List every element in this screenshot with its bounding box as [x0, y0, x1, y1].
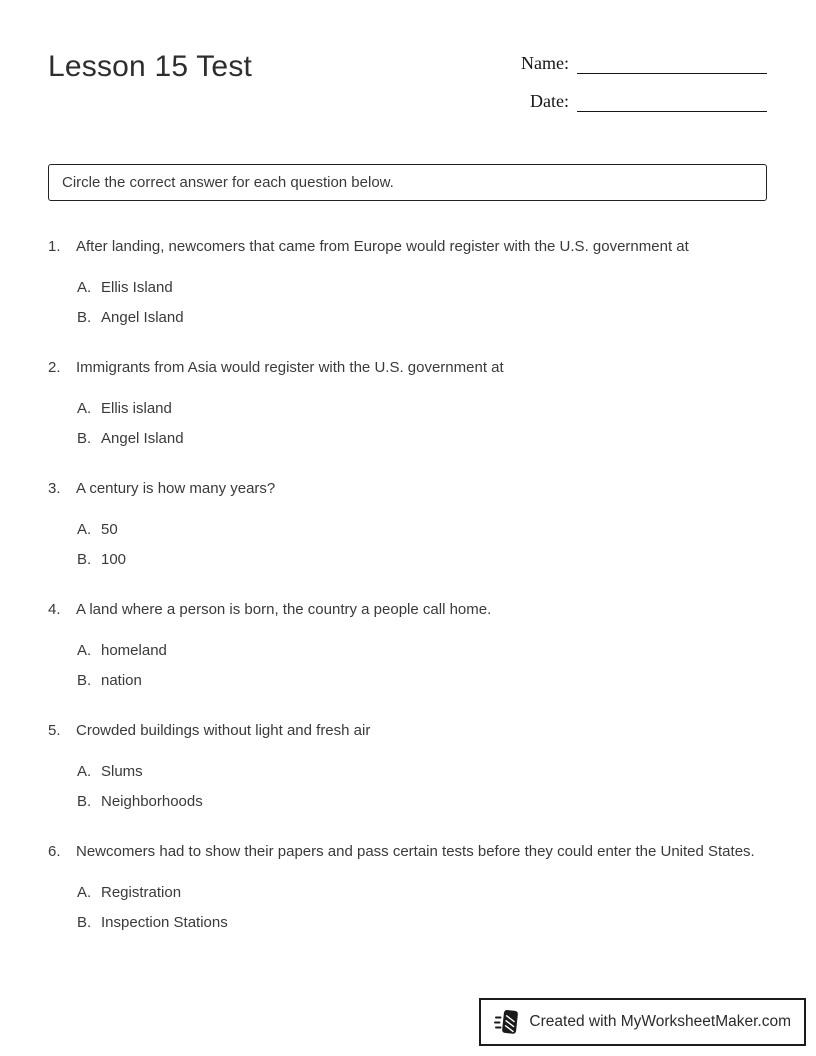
option-text: Inspection Stations	[101, 914, 228, 931]
answer-option	[77, 550, 767, 570]
question-number: 3.	[48, 480, 61, 497]
options-list	[77, 278, 767, 328]
option-text: Registration	[101, 884, 182, 901]
options-list	[77, 399, 767, 449]
question-list	[48, 237, 767, 933]
option-text: Ellis island	[101, 400, 172, 417]
question-item-5	[48, 721, 767, 812]
option-letter: A.	[77, 521, 92, 538]
question-number: 1.	[48, 238, 61, 255]
question-text: After landing, newcomers that came from Europe would register with the U.S. government at	[76, 238, 689, 255]
options-list	[77, 520, 767, 570]
option-letter: B.	[77, 793, 92, 810]
option-letter: A.	[77, 279, 92, 296]
answer-option	[77, 792, 767, 812]
question-item-2	[48, 358, 767, 449]
answer-option	[77, 308, 767, 328]
answer-option	[77, 641, 767, 661]
option-text: 50	[101, 521, 118, 538]
question-item-3	[48, 479, 767, 570]
answer-option	[77, 883, 767, 903]
question-text: A century is how many years?	[76, 480, 276, 497]
page	[48, 44, 767, 963]
option-letter: A.	[77, 642, 92, 659]
name-date-fields	[521, 44, 767, 112]
option-letter: A.	[77, 884, 92, 901]
answer-option	[77, 429, 767, 449]
name-field-row	[521, 52, 767, 74]
question-text: Crowded buildings without light and fresh air	[76, 722, 371, 739]
option-text: Angel Island	[101, 309, 184, 326]
name-blank-line	[577, 54, 767, 74]
option-letter: B.	[77, 551, 92, 568]
question-number: 2.	[48, 359, 61, 376]
option-letter: B.	[77, 309, 92, 326]
option-letter: B.	[77, 914, 92, 931]
date-blank-line	[577, 92, 767, 112]
page-title: Lesson 15 Test	[48, 50, 253, 83]
options-list	[77, 883, 767, 933]
option-text: Ellis Island	[101, 279, 173, 296]
option-text: homeland	[101, 642, 167, 659]
date-field-row	[521, 90, 767, 112]
options-list	[77, 641, 767, 691]
option-text: 100	[101, 551, 127, 568]
question-text: Newcomers had to show their papers and pass certain tests before they could enter the United States.	[76, 843, 755, 860]
answer-option	[77, 399, 767, 419]
option-letter: A.	[77, 400, 92, 417]
question-item-6	[48, 842, 767, 933]
question-text: A land where a person is born, the country a people call home.	[76, 601, 492, 618]
worksheetmaker-logo-icon	[494, 1008, 520, 1036]
answer-option	[77, 913, 767, 933]
option-text: nation	[101, 672, 142, 689]
answer-option	[77, 520, 767, 540]
credit-text: Created with MyWorksheetMaker.com	[529, 1013, 791, 1030]
answer-option	[77, 671, 767, 691]
option-letter: B.	[77, 430, 92, 447]
question-number: 5.	[48, 722, 61, 739]
question-text: Immigrants from Asia would register with the U.S. government at	[76, 359, 504, 376]
option-text: Angel Island	[101, 430, 184, 447]
option-letter: B.	[77, 672, 92, 689]
options-list	[77, 762, 767, 812]
option-text: Neighborhoods	[101, 793, 203, 810]
answer-option	[77, 278, 767, 298]
instructions-box	[48, 164, 767, 201]
question-number: 6.	[48, 843, 61, 860]
option-letter: A.	[77, 763, 92, 780]
option-text: Slums	[101, 763, 143, 780]
date-label: Date:	[530, 91, 569, 111]
instructions-text: Circle the correct answer for each question below.	[62, 174, 394, 191]
credit-badge	[479, 998, 806, 1046]
name-label: Name:	[521, 53, 569, 73]
question-item-1	[48, 237, 767, 328]
question-number: 4.	[48, 601, 61, 618]
answer-option	[77, 762, 767, 782]
page-header	[48, 44, 767, 112]
question-item-4	[48, 600, 767, 691]
